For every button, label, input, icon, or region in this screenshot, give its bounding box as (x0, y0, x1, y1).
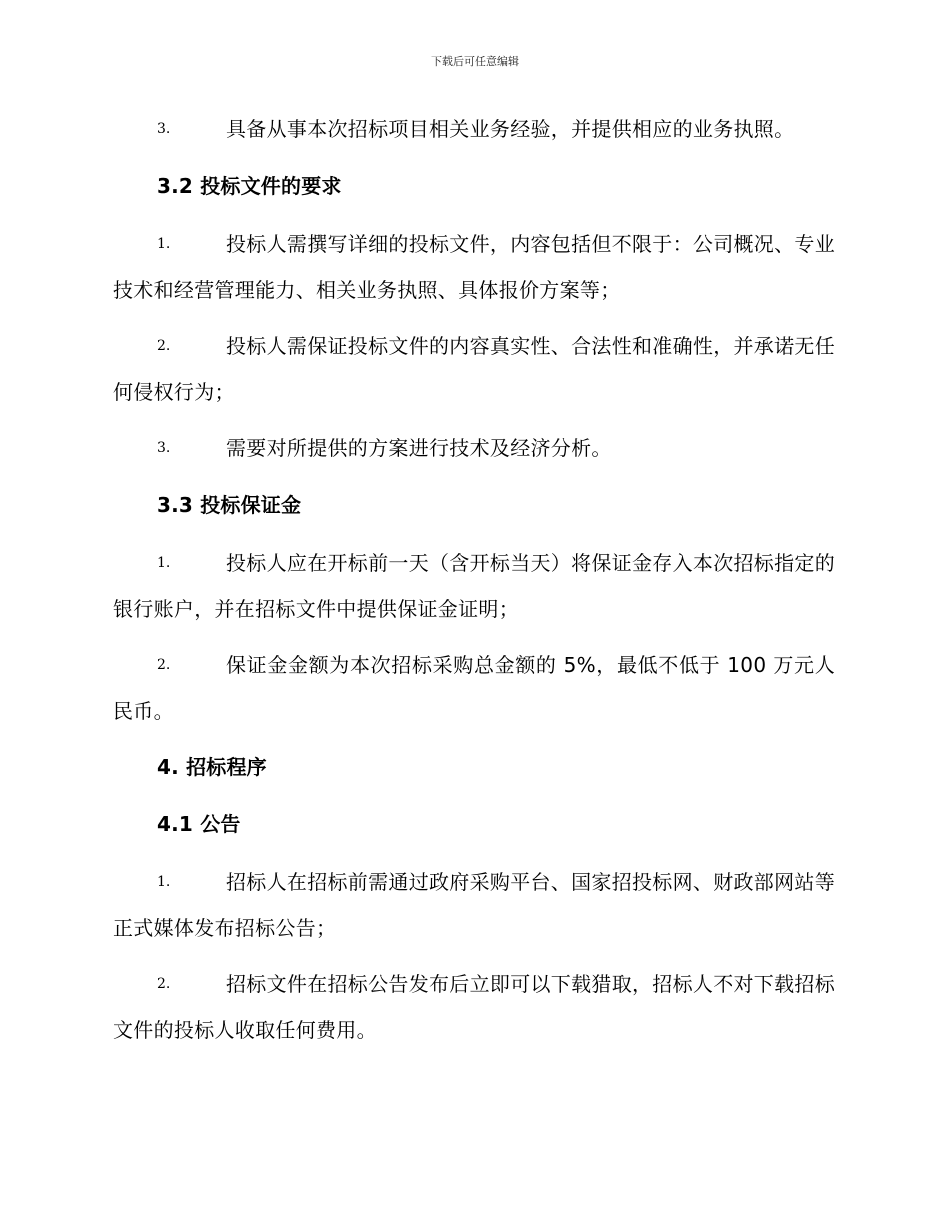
list-text: 需要对所提供的方案进行技术及经济分析。 (226, 436, 612, 460)
list-number: 1. (157, 555, 171, 571)
list-text: 保证金金额为本次招标采购总金额的 5%，最低不低于 100 万元人民币。 (113, 653, 835, 723)
list-text: 投标人需撰写详细的投标文件，内容包括但不限于：公司概况、专业技术和经营管理能力、相关业务执照、具体报价方案等； (113, 232, 835, 302)
list-item (113, 425, 835, 471)
list-text: 招标人在招标前需通过政府采购平台、国家招投标网、财政部网站等正式媒体发布招标公告； (113, 870, 835, 940)
section-heading-4-1: 4.1 公告 (157, 812, 241, 836)
page-header: 下载后可任意编辑 (431, 55, 519, 68)
list-text: 招标文件在招标公告发布后立即可以下载猎取，招标人不对下载招标文件的投标人收取任何费用。 (113, 972, 835, 1042)
list-text: 具备从事本次招标项目相关业务经验，并提供相应的业务执照。 (226, 117, 795, 141)
list-text: 投标人应在开标前一天（含开标当天）将保证金存入本次招标指定的银行账户，并在招标文件中提供保证金证明； (113, 551, 835, 621)
list-item (113, 859, 835, 951)
section-heading-4: 4. 招标程序 (157, 755, 267, 779)
list-text: 投标人需保证投标文件的内容真实性、合法性和准确性，并承诺无任何侵权行为； (113, 334, 835, 404)
list-number: 1. (157, 236, 171, 252)
list-number: 2. (157, 976, 171, 992)
list-item (113, 642, 835, 734)
list-item (113, 323, 835, 415)
list-number: 2. (157, 657, 171, 673)
list-item (113, 961, 835, 1053)
list-item (113, 540, 835, 632)
section-heading-3-2: 3.2 投标文件的要求 (157, 174, 342, 198)
list-item (113, 106, 835, 152)
section-heading-3-3: 3.3 投标保证金 (157, 493, 302, 517)
list-item (113, 221, 835, 313)
list-number: 1. (157, 874, 171, 890)
list-number: 3. (157, 440, 171, 456)
list-number: 2. (157, 338, 171, 354)
list-number: 3. (157, 121, 171, 137)
